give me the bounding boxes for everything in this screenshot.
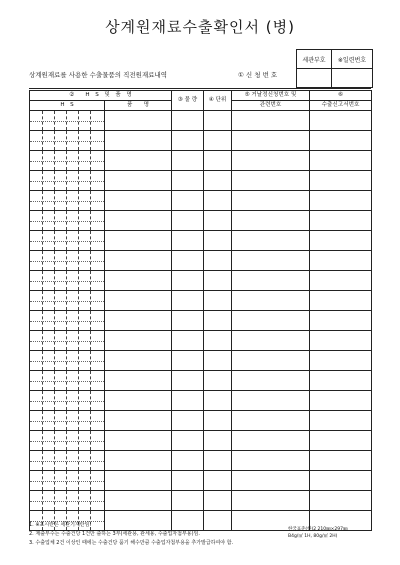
item-name-cell[interactable] xyxy=(105,411,172,431)
quantity-cell[interactable] xyxy=(172,271,204,291)
table-row xyxy=(30,191,372,211)
export-declaration-cell[interactable] xyxy=(310,411,372,431)
hs-mid-guide xyxy=(30,281,104,282)
quantity-cell[interactable] xyxy=(172,231,204,251)
document-title: 상계원재료수출확인서 (병) xyxy=(105,18,295,36)
related-number-cell[interactable] xyxy=(232,251,310,271)
unit-cell[interactable] xyxy=(204,251,232,271)
export-declaration-cell[interactable] xyxy=(310,391,372,411)
hs-name-header: ② H S 및 품 명 xyxy=(30,91,172,101)
unit-cell[interactable] xyxy=(204,411,232,431)
export-declaration-cell[interactable] xyxy=(310,351,372,371)
hs-code-cell[interactable] xyxy=(30,371,105,391)
related-number-cell[interactable] xyxy=(232,131,310,151)
item-name-cell[interactable] xyxy=(105,471,172,491)
hs-mid-guide xyxy=(30,201,104,202)
related-number-cell[interactable] xyxy=(232,311,310,331)
quantity-cell[interactable] xyxy=(172,431,204,451)
table-row xyxy=(30,471,372,491)
hs-code-cell[interactable] xyxy=(30,251,105,271)
item-name-cell[interactable] xyxy=(105,491,172,511)
export-declaration-cell[interactable] xyxy=(310,311,372,331)
footnote-2: 2. 제출부수는 수출건당 1건만 출하는 3부(세관용, 관세용, 수출업자첨부용)임. xyxy=(29,531,201,537)
hs-mid-guide xyxy=(30,261,104,262)
related-number-cell[interactable] xyxy=(232,391,310,411)
export-declaration-cell[interactable] xyxy=(310,491,372,511)
hs-code-cell[interactable] xyxy=(30,171,105,191)
serial-number-label: ※일련번호 xyxy=(332,50,373,69)
serial-number-field[interactable] xyxy=(332,69,373,88)
hs-code-cell[interactable] xyxy=(30,451,105,471)
customs-code-field[interactable] xyxy=(297,69,332,88)
item-name-cell[interactable] xyxy=(105,291,172,311)
quantity-cell[interactable] xyxy=(172,311,204,331)
unit-cell[interactable] xyxy=(204,111,232,131)
export-declaration-cell[interactable] xyxy=(310,111,372,131)
unit-cell[interactable] xyxy=(204,151,232,171)
customs-code-label: 세관부호 xyxy=(297,50,332,69)
item-name-cell[interactable] xyxy=(105,391,172,411)
item-name-cell[interactable] xyxy=(105,251,172,271)
table-row xyxy=(30,391,372,411)
hs-code-cell[interactable] xyxy=(30,491,105,511)
hs-mid-guide xyxy=(30,381,104,382)
table-row xyxy=(30,211,372,231)
item-name-cell[interactable] xyxy=(105,351,172,371)
quantity-cell[interactable] xyxy=(172,151,204,171)
related-number-cell[interactable] xyxy=(232,431,310,451)
hs-code-cell[interactable] xyxy=(30,431,105,451)
table-row xyxy=(30,371,372,391)
application-number-label: ① 신 청 번 호 xyxy=(238,71,278,79)
unit-cell[interactable] xyxy=(204,371,232,391)
item-name-cell[interactable] xyxy=(105,151,172,171)
related-number-cell[interactable] xyxy=(232,111,310,131)
related-number-cell[interactable] xyxy=(232,491,310,511)
related-number-cell[interactable] xyxy=(232,271,310,291)
export-declaration-cell[interactable] xyxy=(310,191,372,211)
unit-cell[interactable] xyxy=(204,351,232,371)
related-number-cell[interactable] xyxy=(232,411,310,431)
material-table xyxy=(29,90,372,531)
table-row xyxy=(30,111,372,131)
unit-cell[interactable] xyxy=(204,471,232,491)
quantity-cell[interactable] xyxy=(172,331,204,351)
item-name-cell[interactable] xyxy=(105,331,172,351)
qty-header: ③ 물 량 xyxy=(172,91,204,111)
export-declaration-cell[interactable] xyxy=(310,211,372,231)
item-name-cell[interactable] xyxy=(105,431,172,451)
export-decl-header-num: ⑥ xyxy=(310,91,372,101)
footnote-3: 3. 수출업체 2건 이상인 때에는 수출건당 품기 해수만큼 수출업자첨부용을 추가발급하여야 함. xyxy=(29,540,234,546)
hs-code-cell[interactable] xyxy=(30,271,105,291)
unit-cell[interactable] xyxy=(204,231,232,251)
hs-mid-guide xyxy=(30,441,104,442)
hs-mid-guide xyxy=(30,121,104,122)
item-name-cell[interactable] xyxy=(105,311,172,331)
paper-spec-note xyxy=(288,526,348,540)
hs-mid-guide xyxy=(30,481,104,482)
export-declaration-cell[interactable] xyxy=(310,151,372,171)
related-number-cell[interactable] xyxy=(232,211,310,231)
related-no-header: ⑤ 거날정신청번호 및 xyxy=(232,91,310,101)
hs-code-cell[interactable] xyxy=(30,191,105,211)
export-declaration-cell[interactable] xyxy=(310,171,372,191)
related-no-subheader: 관련번호 xyxy=(232,101,310,111)
hs-code-cell[interactable] xyxy=(30,331,105,351)
related-number-cell[interactable] xyxy=(232,471,310,491)
related-number-cell[interactable] xyxy=(232,151,310,171)
hs-mid-guide xyxy=(30,241,104,242)
hs-code-cell[interactable] xyxy=(30,211,105,231)
quantity-cell[interactable] xyxy=(172,131,204,151)
paper-spec-line-2: B4g/㎡ 1H, 80g/㎡ 2H) xyxy=(288,534,338,539)
hs-mid-guide xyxy=(30,301,104,302)
quantity-cell[interactable] xyxy=(172,471,204,491)
item-name-cell[interactable] xyxy=(105,371,172,391)
item-name-cell[interactable] xyxy=(105,111,172,131)
hs-code-cell[interactable] xyxy=(30,111,105,131)
export-declaration-cell[interactable] xyxy=(310,291,372,311)
hs-mid-guide xyxy=(30,361,104,362)
table-row xyxy=(30,291,372,311)
table-row xyxy=(30,231,372,251)
hs-header: H S xyxy=(30,101,105,111)
unit-cell[interactable] xyxy=(204,491,232,511)
export-declaration-cell[interactable] xyxy=(310,431,372,451)
table-row xyxy=(30,331,372,351)
table-row xyxy=(30,411,372,431)
hs-mid-guide xyxy=(30,161,104,162)
top-rule xyxy=(29,88,371,89)
hs-mid-guide xyxy=(30,141,104,142)
export-declaration-cell[interactable] xyxy=(310,251,372,271)
footnote-1: 1. ※표시란은 세관기재란임. xyxy=(29,522,92,528)
item-name-cell[interactable] xyxy=(105,271,172,291)
export-declaration-cell[interactable] xyxy=(310,271,372,291)
export-declaration-cell[interactable] xyxy=(310,131,372,151)
table-row xyxy=(30,491,372,511)
item-name-cell[interactable] xyxy=(105,451,172,471)
unit-cell[interactable] xyxy=(204,211,232,231)
related-number-cell[interactable] xyxy=(232,191,310,211)
item-name-cell[interactable] xyxy=(105,211,172,231)
related-number-cell[interactable] xyxy=(232,371,310,391)
paper-spec-line-1: 한국표준(한)2 210㎜×297㎜ xyxy=(288,527,348,532)
unit-cell[interactable] xyxy=(204,331,232,351)
table-row xyxy=(30,171,372,191)
quantity-cell[interactable] xyxy=(172,291,204,311)
export-declaration-cell[interactable] xyxy=(310,371,372,391)
table-body xyxy=(30,111,372,531)
hs-mid-guide xyxy=(30,401,104,402)
unit-cell[interactable] xyxy=(204,311,232,331)
hs-mid-guide xyxy=(30,501,104,502)
quantity-cell[interactable] xyxy=(172,111,204,131)
related-number-cell[interactable] xyxy=(232,331,310,351)
customs-box xyxy=(296,49,373,88)
item-name-cell[interactable] xyxy=(105,171,172,191)
footnotes xyxy=(29,521,233,548)
hs-code-cell[interactable] xyxy=(30,131,105,151)
unit-cell[interactable] xyxy=(204,391,232,411)
unit-cell[interactable] xyxy=(204,131,232,151)
export-decl-header: 수출신고서번호 xyxy=(310,101,372,111)
hs-mid-guide xyxy=(30,321,104,322)
quantity-cell[interactable] xyxy=(172,491,204,511)
hs-code-cell[interactable] xyxy=(30,151,105,171)
table-row xyxy=(30,351,372,371)
related-number-cell[interactable] xyxy=(232,171,310,191)
quantity-cell[interactable] xyxy=(172,411,204,431)
quantity-cell[interactable] xyxy=(172,211,204,231)
hs-code-cell[interactable] xyxy=(30,231,105,251)
quantity-cell[interactable] xyxy=(172,451,204,471)
hs-code-cell[interactable] xyxy=(30,411,105,431)
unit-cell[interactable] xyxy=(204,291,232,311)
table-row xyxy=(30,271,372,291)
item-name-cell[interactable] xyxy=(105,231,172,251)
export-declaration-cell[interactable] xyxy=(310,471,372,491)
hs-code-cell[interactable] xyxy=(30,391,105,411)
related-number-cell[interactable] xyxy=(232,351,310,371)
table-row xyxy=(30,451,372,471)
hs-code-cell[interactable] xyxy=(30,471,105,491)
quantity-cell[interactable] xyxy=(172,371,204,391)
item-name-cell[interactable] xyxy=(105,191,172,211)
quantity-cell[interactable] xyxy=(172,171,204,191)
unit-cell[interactable] xyxy=(204,431,232,451)
table-row xyxy=(30,131,372,151)
hs-code-cell[interactable] xyxy=(30,311,105,331)
hs-mid-guide xyxy=(30,221,104,222)
name-header: 품 명 xyxy=(105,101,172,111)
export-declaration-cell[interactable] xyxy=(310,231,372,251)
hs-mid-guide xyxy=(30,341,104,342)
quantity-cell[interactable] xyxy=(172,191,204,211)
table-row xyxy=(30,431,372,451)
hs-mid-guide xyxy=(30,461,104,462)
table-row xyxy=(30,311,372,331)
unit-header: ④ 단위 xyxy=(204,91,232,111)
hs-mid-guide xyxy=(30,421,104,422)
quantity-cell[interactable] xyxy=(172,391,204,411)
hs-code-cell[interactable] xyxy=(30,291,105,311)
item-name-cell[interactable] xyxy=(105,131,172,151)
unit-cell[interactable] xyxy=(204,451,232,471)
hs-mid-guide xyxy=(30,181,104,182)
related-number-cell[interactable] xyxy=(232,451,310,471)
related-number-cell[interactable] xyxy=(232,231,310,251)
quantity-cell[interactable] xyxy=(172,251,204,271)
section-subtitle: 상계원재료를 사용한 수출물품의 직전원재료내역 xyxy=(29,71,168,79)
hs-code-cell[interactable] xyxy=(30,351,105,371)
unit-cell[interactable] xyxy=(204,171,232,191)
export-declaration-cell[interactable] xyxy=(310,331,372,351)
unit-cell[interactable] xyxy=(204,271,232,291)
related-number-cell[interactable] xyxy=(232,291,310,311)
export-declaration-cell[interactable] xyxy=(310,451,372,471)
table-row xyxy=(30,251,372,271)
unit-cell[interactable] xyxy=(204,191,232,211)
quantity-cell[interactable] xyxy=(172,351,204,371)
table-row xyxy=(30,151,372,171)
